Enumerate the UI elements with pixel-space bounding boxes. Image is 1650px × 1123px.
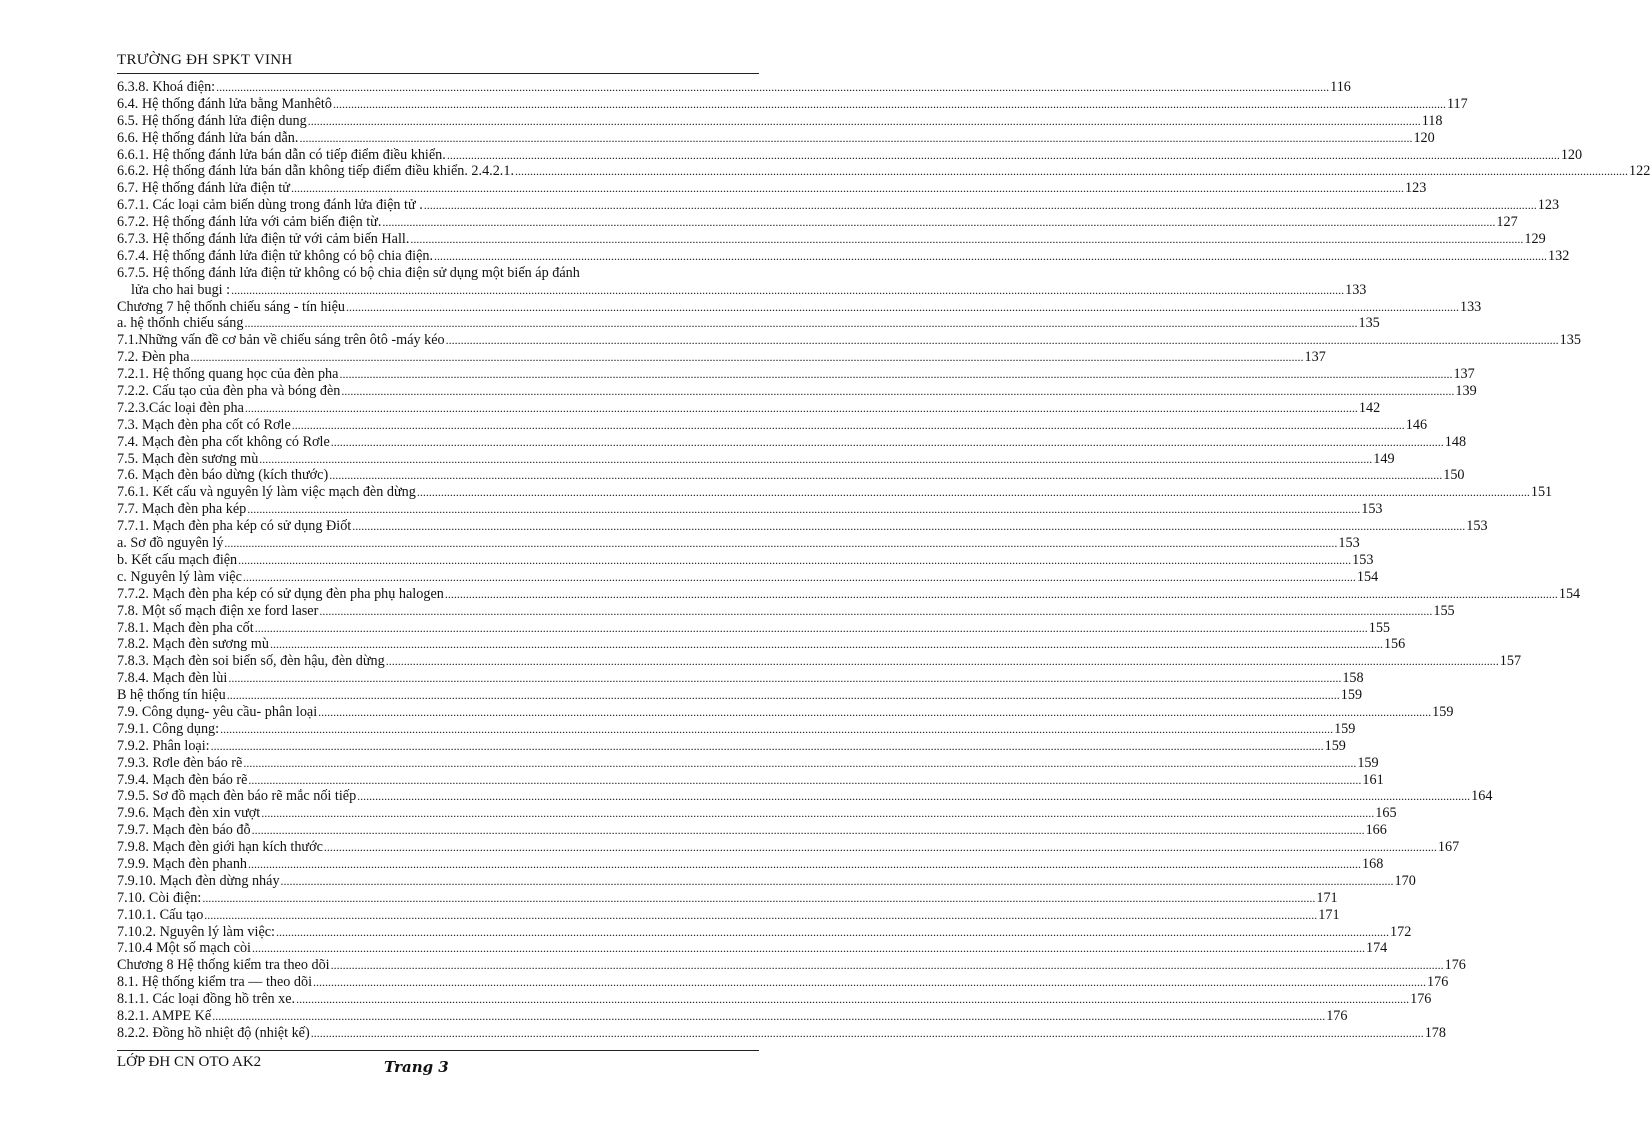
dot-leader bbox=[341, 383, 1454, 400]
toc-entry[interactable] bbox=[117, 484, 1553, 501]
toc-entry-page: 146 bbox=[1405, 416, 1428, 433]
toc-entry[interactable] bbox=[117, 602, 1455, 620]
toc-entry-title: 7.9.3. Rơle đèn báo rẽ bbox=[117, 754, 243, 771]
toc-entry[interactable] bbox=[117, 991, 1432, 1008]
dot-leader bbox=[276, 924, 1389, 941]
toc-entry[interactable] bbox=[117, 1024, 1446, 1042]
toc-entry[interactable] bbox=[117, 805, 1397, 822]
toc-entry-title: Chương 7 hệ thốnh chiếu sáng - tín hiệu bbox=[117, 298, 345, 315]
toc-entry[interactable] bbox=[117, 146, 1583, 164]
toc-entry[interactable] bbox=[117, 754, 1379, 772]
toc-entry-page: 116 bbox=[1330, 79, 1351, 95]
toc-entry-page: 123 bbox=[1405, 180, 1427, 197]
toc-entry[interactable] bbox=[117, 855, 1384, 873]
toc-entry-page: 137 bbox=[1453, 366, 1475, 383]
page-number: Trang 3 bbox=[384, 1058, 449, 1076]
toc-entry[interactable] bbox=[117, 957, 1466, 974]
toc-entry-title: 7.9.2. Phân loại: bbox=[117, 737, 210, 754]
dot-leader bbox=[227, 687, 1340, 704]
toc-entry-title: 7.7. Mạch đèn pha kép bbox=[117, 501, 247, 518]
dot-leader bbox=[281, 873, 1394, 890]
page-footer: LỚP ĐH CN OTO AK2 bbox=[117, 1054, 262, 1070]
toc-entry-title: 7.6. Mạch đèn báo dừng (kích thước) bbox=[117, 467, 329, 484]
toc-entry[interactable] bbox=[117, 1007, 1348, 1025]
toc-entry[interactable] bbox=[117, 501, 1383, 518]
toc-entry-title: 6.7.3. Hệ thống đánh lửa điện tử với cảm biến Hall. bbox=[117, 231, 410, 248]
dot-leader bbox=[220, 721, 1333, 738]
toc-entry-title: c. Nguyên lý làm việc bbox=[117, 568, 242, 585]
dot-leader bbox=[308, 113, 1421, 130]
toc-entry-page: 153 bbox=[1466, 518, 1488, 535]
toc-entry-title: 7.10.1. Cấu tạo bbox=[117, 906, 204, 923]
toc-entry-page: 176 bbox=[1427, 974, 1449, 991]
toc-entry-title: Chương 8 Hệ thống kiểm tra theo dõi bbox=[117, 957, 330, 974]
toc-entry[interactable] bbox=[117, 163, 1650, 180]
toc-entry[interactable] bbox=[117, 535, 1360, 552]
toc-entry-page: 157 bbox=[1499, 653, 1522, 670]
footer-divider bbox=[117, 1050, 759, 1051]
toc-entry-page: 123 bbox=[1537, 197, 1560, 214]
toc-entry-page: 165 bbox=[1375, 805, 1397, 822]
toc-entry-page: 159 bbox=[1340, 687, 1363, 704]
toc-entry-title: 7.8.1. Mạch đèn pha cốt bbox=[117, 619, 254, 636]
toc-entry-title: 6.7.5. Hệ thống đánh lửa điện tử không có bộ chia điện sử dụng một biến áp đánh bbox=[117, 264, 580, 281]
toc-entry-title: 7.4. Mạch đèn pha cốt không có Rơle bbox=[117, 433, 330, 450]
dot-leader bbox=[382, 214, 1495, 231]
toc-entry-page: 159 bbox=[1357, 754, 1379, 771]
toc-entry[interactable] bbox=[117, 332, 1581, 349]
dot-leader bbox=[261, 805, 1374, 822]
toc-entry-title: 7.6.1. Kết cấu và nguyên lý làm việc mạch đèn dừng bbox=[117, 484, 416, 501]
dot-leader bbox=[248, 772, 1361, 789]
toc-entry-page: 166 bbox=[1365, 822, 1387, 839]
dot-leader bbox=[417, 484, 1530, 501]
dot-leader bbox=[212, 1008, 1325, 1025]
toc-entry[interactable] bbox=[117, 366, 1475, 383]
header-divider bbox=[117, 73, 759, 74]
toc-entry-title: 7.9.5. Sơ đồ mạch đèn báo rẽ mắc nối tiếp bbox=[117, 788, 357, 805]
dot-leader bbox=[339, 366, 1452, 383]
toc-entry-page: 148 bbox=[1444, 433, 1467, 450]
dot-leader bbox=[331, 957, 1444, 974]
toc-entry[interactable] bbox=[117, 467, 1465, 484]
toc-entry[interactable] bbox=[117, 265, 759, 282]
toc-entry[interactable] bbox=[117, 112, 1443, 130]
toc-entry-page: 149 bbox=[1373, 450, 1395, 467]
dot-leader bbox=[313, 974, 1426, 991]
dot-leader bbox=[447, 147, 1560, 164]
dot-leader bbox=[333, 96, 1446, 113]
toc-entry-page: 120 bbox=[1413, 129, 1435, 146]
dot-leader bbox=[296, 991, 1409, 1008]
toc-entry-page: 159 bbox=[1432, 703, 1454, 720]
toc-entry-page: 129 bbox=[1524, 231, 1546, 248]
dot-leader bbox=[291, 180, 1404, 197]
toc-entry-page: 161 bbox=[1362, 771, 1384, 788]
toc-entry[interactable] bbox=[117, 720, 1356, 738]
dot-leader bbox=[211, 738, 1324, 755]
toc-entry-page: 135 bbox=[1358, 315, 1380, 332]
toc-entry[interactable] bbox=[117, 703, 1454, 721]
dot-leader bbox=[515, 163, 1628, 180]
toc-entry-page: 154 bbox=[1558, 585, 1581, 602]
dot-leader bbox=[252, 822, 1365, 839]
toc-entry-page: 159 bbox=[1324, 737, 1346, 754]
toc-entry-page: 153 bbox=[1338, 535, 1360, 552]
toc-entry[interactable] bbox=[117, 974, 1449, 991]
toc-entry-title: 6.6. Hệ thống đánh lửa bán dẫn. bbox=[117, 129, 299, 146]
toc-entry-page: 117 bbox=[1446, 95, 1468, 112]
toc-entry-title: 7.9.8. Mạch đèn giới hạn kích thước bbox=[117, 839, 323, 856]
dot-leader bbox=[292, 417, 1405, 434]
toc-entry[interactable] bbox=[117, 95, 1468, 113]
toc-entry-title: 6.7.2. Hệ thống đánh lửa với cảm biến điện từ. bbox=[117, 214, 382, 231]
dot-leader bbox=[224, 535, 1337, 552]
toc-entry[interactable] bbox=[117, 197, 1560, 214]
dot-leader bbox=[445, 586, 1558, 603]
toc-entry-title: 6.7.4. Hệ thống đánh lửa điện tử không có bộ chia điện. bbox=[117, 247, 434, 264]
toc-entry-page: 153 bbox=[1361, 501, 1383, 518]
dot-leader bbox=[299, 130, 1412, 147]
toc-entry-page: 171 bbox=[1318, 906, 1340, 923]
dot-leader bbox=[252, 940, 1365, 957]
dot-leader bbox=[204, 907, 1317, 924]
dot-leader bbox=[248, 856, 1361, 873]
toc-entry[interactable] bbox=[117, 687, 1363, 704]
dot-leader bbox=[352, 518, 1465, 535]
toc-entry[interactable] bbox=[117, 585, 1581, 603]
toc-entry[interactable] bbox=[117, 298, 1482, 316]
toc-entry-title: 8.2.1. AMPE Kế bbox=[117, 1007, 212, 1024]
toc-entry-title: 7.10.2. Nguyên lý làm việc: bbox=[117, 923, 276, 940]
toc-entry-page: 176 bbox=[1410, 991, 1432, 1008]
toc-entry[interactable] bbox=[117, 653, 1522, 670]
toc-entry-title: 7.8.2. Mạch đèn sương mù bbox=[117, 636, 269, 653]
dot-leader bbox=[228, 670, 1341, 687]
toc-entry-page: 176 bbox=[1326, 1007, 1348, 1024]
toc-entry-page: 122 bbox=[1629, 163, 1650, 180]
toc-entry-title: 7.9.7. Mạch đèn báo đỗ bbox=[117, 822, 251, 839]
toc-entry-page: 154 bbox=[1356, 568, 1379, 585]
dot-leader bbox=[331, 434, 1444, 451]
toc-entry-page: 135 bbox=[1559, 332, 1581, 349]
toc-entry-title: 7.9.1. Công dụng: bbox=[117, 720, 220, 737]
toc-entry-title: 8.1. Hệ thống kiểm tra — theo dõi bbox=[117, 974, 313, 991]
table-of-contents bbox=[117, 79, 1650, 1042]
toc-entry-title: 7.8. Một số mạch điện xe ford laser bbox=[117, 602, 319, 619]
dot-leader bbox=[255, 620, 1368, 637]
toc-entry[interactable] bbox=[117, 247, 1570, 265]
toc-entry[interactable] bbox=[117, 670, 1364, 687]
dot-leader bbox=[243, 755, 1356, 772]
dot-leader bbox=[357, 788, 1470, 805]
dot-leader bbox=[311, 1025, 1424, 1042]
toc-entry[interactable] bbox=[117, 619, 1390, 637]
toc-entry[interactable] bbox=[117, 889, 1338, 907]
dot-leader bbox=[238, 552, 1351, 569]
dot-leader bbox=[270, 636, 1383, 653]
toc-entry-title: lửa cho hai bugi : bbox=[131, 281, 231, 298]
toc-entry-title: 6.6.1. Hệ thống đánh lửa bán dẫn có tiếp điểm điều khiển. bbox=[117, 146, 446, 163]
dot-leader bbox=[259, 451, 1372, 468]
toc-entry-page: 151 bbox=[1530, 484, 1553, 501]
toc-entry[interactable] bbox=[117, 450, 1395, 468]
toc-entry-page: 158 bbox=[1342, 670, 1364, 687]
dot-leader bbox=[386, 653, 1499, 670]
toc-entry[interactable] bbox=[117, 416, 1428, 434]
toc-entry-page: 142 bbox=[1358, 399, 1381, 416]
dot-leader bbox=[319, 603, 1432, 620]
toc-entry[interactable] bbox=[117, 551, 1374, 569]
toc-entry[interactable] bbox=[117, 923, 1412, 941]
dot-leader bbox=[216, 79, 1329, 96]
toc-entry-title: 7.9.4. Mạch đèn báo rẽ bbox=[117, 771, 248, 788]
dot-leader bbox=[245, 400, 1358, 417]
toc-entry-title: 6.7.1. Các loại cảm biến dùng trong đánh lửa điện tử . bbox=[117, 197, 423, 214]
toc-entry[interactable] bbox=[117, 771, 1384, 789]
toc-entry-title: 7.1.Những vấn đề cơ bản về chiếu sáng trên ôtô -máy kéo bbox=[117, 332, 445, 349]
toc-entry[interactable] bbox=[117, 281, 1367, 299]
toc-entry-page: 170 bbox=[1394, 872, 1416, 889]
toc-entry-title: 7.2.2. Cấu tạo của đèn pha và bóng đèn bbox=[117, 383, 341, 400]
toc-entry-title: 7.9.6. Mạch đèn xin vượt bbox=[117, 805, 261, 822]
toc-entry-page: 137 bbox=[1304, 349, 1326, 366]
toc-entry-title: 7.3. Mạch đèn pha cốt có Rơle bbox=[117, 416, 291, 433]
toc-entry-title: a. hệ thốnh chiếu sáng bbox=[117, 315, 244, 332]
toc-entry-page: 164 bbox=[1471, 788, 1493, 805]
dot-leader bbox=[324, 839, 1437, 856]
toc-entry-page: 172 bbox=[1390, 923, 1412, 940]
dot-leader bbox=[243, 569, 1356, 586]
toc-entry-page: 139 bbox=[1455, 383, 1477, 400]
toc-entry-title: 7.9.9. Mạch đèn phanh bbox=[117, 855, 248, 872]
toc-entry[interactable] bbox=[117, 518, 1488, 535]
toc-entry-page: 150 bbox=[1443, 467, 1465, 484]
toc-entry-page: 133 bbox=[1459, 298, 1482, 315]
toc-entry-title: 7.9. Công dụng- yêu cầu- phân loại bbox=[117, 703, 318, 720]
toc-entry-title: a. Sơ đồ nguyên lý bbox=[117, 535, 224, 552]
dot-leader bbox=[191, 349, 1304, 366]
dot-leader bbox=[247, 501, 1360, 518]
toc-entry[interactable] bbox=[117, 383, 1477, 400]
toc-entry-title: B hệ thống tín hiệu bbox=[117, 687, 226, 704]
toc-entry[interactable] bbox=[117, 839, 1460, 856]
toc-entry-title: 6.7. Hệ thống đánh lửa điện tử bbox=[117, 180, 290, 197]
toc-entry[interactable] bbox=[117, 433, 1467, 451]
toc-entry-title: 7.8.4. Mạch đèn lùi bbox=[117, 670, 228, 687]
toc-entry-page: 155 bbox=[1433, 602, 1455, 619]
toc-entry-page: 153 bbox=[1352, 551, 1374, 568]
toc-entry-title: 6.5. Hệ thống đánh lửa điện dung bbox=[117, 112, 307, 129]
dot-leader bbox=[231, 282, 1344, 299]
toc-entry-page: 155 bbox=[1368, 619, 1390, 636]
toc-entry-page: 132 bbox=[1548, 247, 1570, 264]
toc-entry[interactable] bbox=[117, 129, 1435, 147]
toc-entry-title: 8.1.1. Các loại đồng hồ trên xe. bbox=[117, 991, 296, 1008]
toc-entry-title: b. Kết cấu mạch điện bbox=[117, 551, 238, 568]
toc-entry-title: 7.7.2. Mạch đèn pha kép có sử dụng đèn pha phụ halogen bbox=[117, 585, 444, 602]
toc-entry-page: 167 bbox=[1437, 839, 1460, 856]
toc-entry-page: 176 bbox=[1444, 957, 1466, 974]
toc-entry-title: 6.3.8. Khoá điện: bbox=[117, 79, 216, 95]
dot-leader bbox=[410, 231, 1523, 248]
toc-entry-page: 171 bbox=[1316, 889, 1338, 906]
toc-entry[interactable] bbox=[117, 315, 1380, 332]
dot-leader bbox=[318, 704, 1431, 721]
dot-leader bbox=[424, 197, 1537, 214]
toc-entry-page: 156 bbox=[1383, 636, 1406, 653]
toc-entry[interactable] bbox=[117, 872, 1416, 890]
toc-entry-title: 7.2. Đèn pha bbox=[117, 349, 190, 366]
toc-entry[interactable] bbox=[117, 399, 1381, 417]
dot-leader bbox=[244, 315, 1357, 332]
toc-entry[interactable] bbox=[117, 180, 1427, 197]
toc-entry-page: 118 bbox=[1421, 112, 1443, 129]
toc-entry[interactable] bbox=[117, 906, 1340, 924]
toc-entry[interactable] bbox=[117, 737, 1346, 755]
page-header: TRƯỜNG ĐH SPKT VINH bbox=[117, 52, 293, 68]
toc-entry[interactable] bbox=[117, 822, 1387, 839]
dot-leader bbox=[346, 299, 1459, 316]
toc-entry[interactable] bbox=[117, 788, 1493, 805]
toc-entry-title: 7.10.4 Một số mạch còi bbox=[117, 940, 251, 957]
toc-entry[interactable] bbox=[117, 568, 1379, 586]
toc-entry-title: 6.6.2. Hệ thống đánh lửa bán dẫn không tiếp điểm điều khiển. 2.4.2.1. bbox=[117, 163, 514, 180]
toc-entry-page: 133 bbox=[1345, 281, 1367, 298]
toc-entry-title: 6.4. Hệ thống đánh lửa bằng Manhêtô bbox=[117, 95, 332, 112]
toc-entry-page: 120 bbox=[1560, 146, 1583, 163]
dot-leader bbox=[446, 332, 1559, 349]
toc-entry[interactable] bbox=[117, 79, 1351, 96]
toc-entry-page: 174 bbox=[1365, 940, 1388, 957]
toc-entry[interactable] bbox=[117, 940, 1388, 957]
toc-entry[interactable] bbox=[117, 636, 1406, 653]
toc-entry-page: 168 bbox=[1362, 855, 1384, 872]
toc-entry-title: 8.2.2. Đồng hồ nhiệt độ (nhiệt kế) bbox=[117, 1024, 310, 1041]
toc-entry-title: 7.8.3. Mạch đèn soi biển số, đèn hậu, đèn dừng bbox=[117, 653, 385, 670]
toc-entry-title: 7.9.10. Mạch đèn dừng nháy bbox=[117, 872, 280, 889]
toc-entry[interactable] bbox=[117, 214, 1518, 231]
toc-entry-title: 7.2.1. Hệ thống quang học của đèn pha bbox=[117, 366, 339, 383]
dot-leader bbox=[202, 890, 1315, 907]
dot-leader bbox=[329, 467, 1442, 484]
toc-entry-title: 7.7.1. Mạch đèn pha kép có sử dụng Điốt bbox=[117, 518, 352, 535]
toc-entry-page: 159 bbox=[1334, 720, 1356, 737]
toc-entry-title: 7.2.3.Các loại đèn pha bbox=[117, 399, 244, 416]
toc-entry[interactable] bbox=[117, 231, 1546, 248]
toc-entry-title: 7.5. Mạch đèn sương mù bbox=[117, 450, 259, 467]
toc-entry-title: 7.10. Còi điện: bbox=[117, 889, 202, 906]
toc-entry[interactable] bbox=[117, 349, 1326, 366]
dot-leader bbox=[434, 248, 1547, 265]
toc-entry-page: 127 bbox=[1496, 214, 1518, 231]
toc-entry-page: 178 bbox=[1424, 1024, 1446, 1041]
